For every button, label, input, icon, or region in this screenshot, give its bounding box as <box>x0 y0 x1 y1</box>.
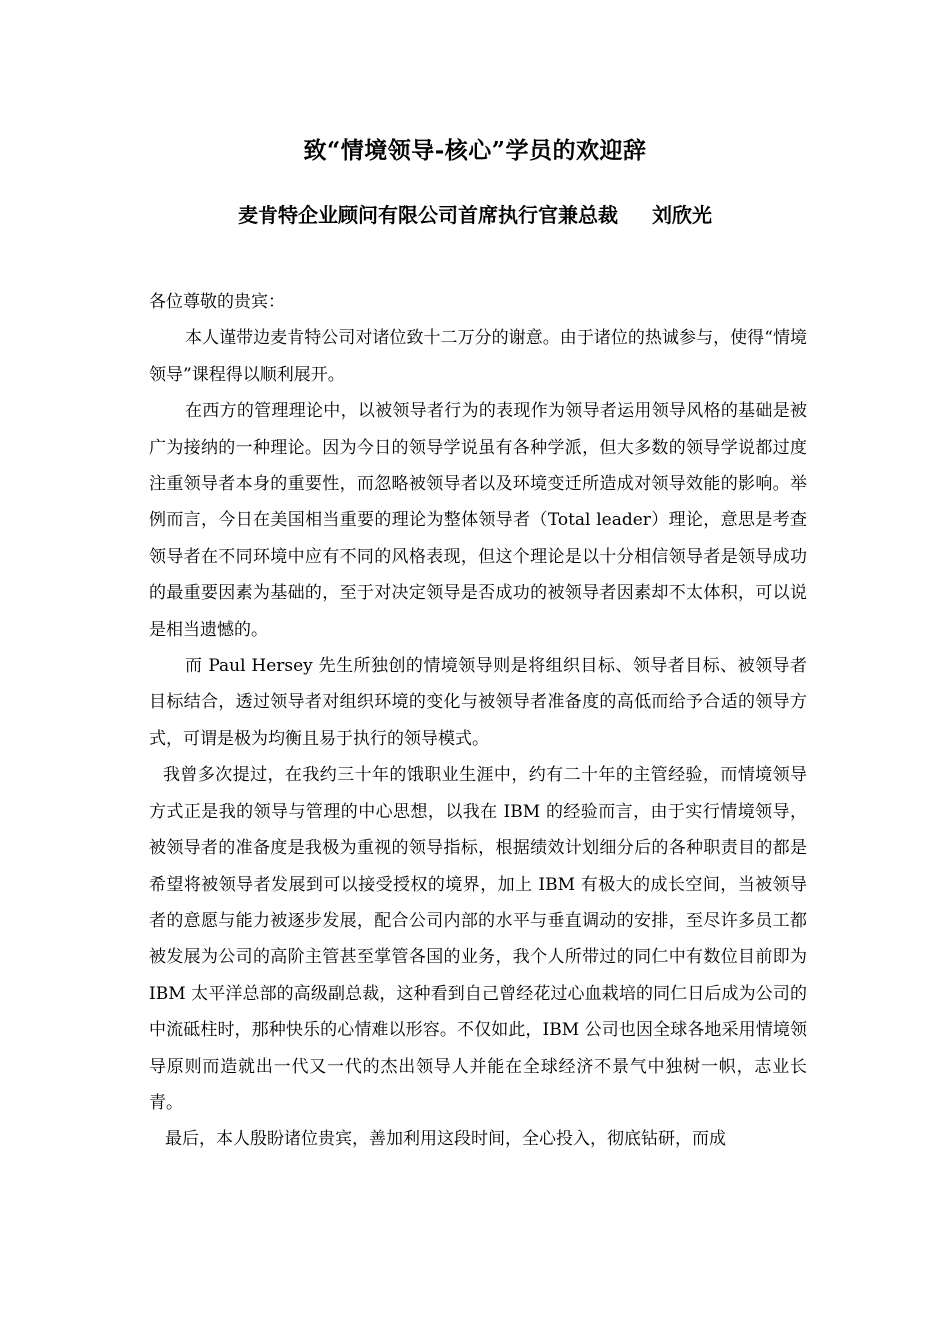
document-body <box>149 284 807 1158</box>
author-name: 刘欣光 <box>652 203 712 227</box>
author-line <box>0 200 950 230</box>
paragraph: 本人谨带边麦肯特公司对诸位致十二万分的谢意。由于诸位的热诚参与，使得“情境领导”课程得以顺利展开。 <box>149 328 807 385</box>
paragraph: 在西方的管理理论中，以被领导者行为的表现作为领导者运用领导风格的基础是被广为接纳的一种理论。因为今日的领导学说虽有各种学派，但大多数的领导学说都过度注重领导者本身的重要性，而忽略被领导者以及环境变迁所造成对领导效能的影响。举例而言，今日在美国相当重要的理论为整体领导者（Total leader）理论，意思是考查领导者在不同环境中应有不同的风格表现，但这个理论是以十分相信领导者是领导成功的最重要因素为基础的，至于对决定领导是否成功的被领导者因素却不太体积，可以说是相当遗憾的。 <box>149 401 807 640</box>
document-title: 致“情境领导-核心”学员的欢迎辞 <box>303 137 647 164</box>
paragraph: 最后，本人殷盼诸位贵宾，善加利用这段时间，全心投入，彻底钻研，而成 <box>165 1129 726 1150</box>
paragraph: 而 Paul Hersey 先生所独创的情境领导则是将组织目标、领导者目标、被领导者目标结合，透过领导者对组织环境的变化与被领导者准备度的高低而给予合适的领导方式，可谓是极为均衡且易于执行的领导模式。 <box>149 656 807 749</box>
salutation: 各位尊敬的贵宾： <box>149 292 285 312</box>
author-position: 麦肯特企业顾问有限公司首席执行官兼总裁 <box>238 203 618 227</box>
paragraph: 我曾多次提过，在我约三十年的饿职业生涯中，约有二十年的主管经验，而情境领导方式正是我的领导与管理的中心思想，以我在 IBM 的经验而言，由于实行情境领导，被领导者的准备度是我极为重视的领导指标，根据绩效计划细分后的各种职责目的都是希望将被领导者发展到可以接受授权的境界，加上 IBM 有极大的成长空间，当被领导者的意愿与能力被逐步发展，配合公司内部的水平与垂直调动的安排，至尽许多员工都被发展为公司的高阶主管甚至掌管各国的业务，我个人所带过的同仁中有数位目前即为 IBM 太平洋总部的高级副总裁，这种看到自己曾经花过心血栽培的同仁日后成为公司的中流砥柱时，那种快乐的心情难以形容。不仅如此，IBM 公司也因全球各地采用情境领导原则而造就出一代又一代的杰出领导人并能在全球经济不景气中独树一帜，志业长青。 <box>149 765 807 1113</box>
